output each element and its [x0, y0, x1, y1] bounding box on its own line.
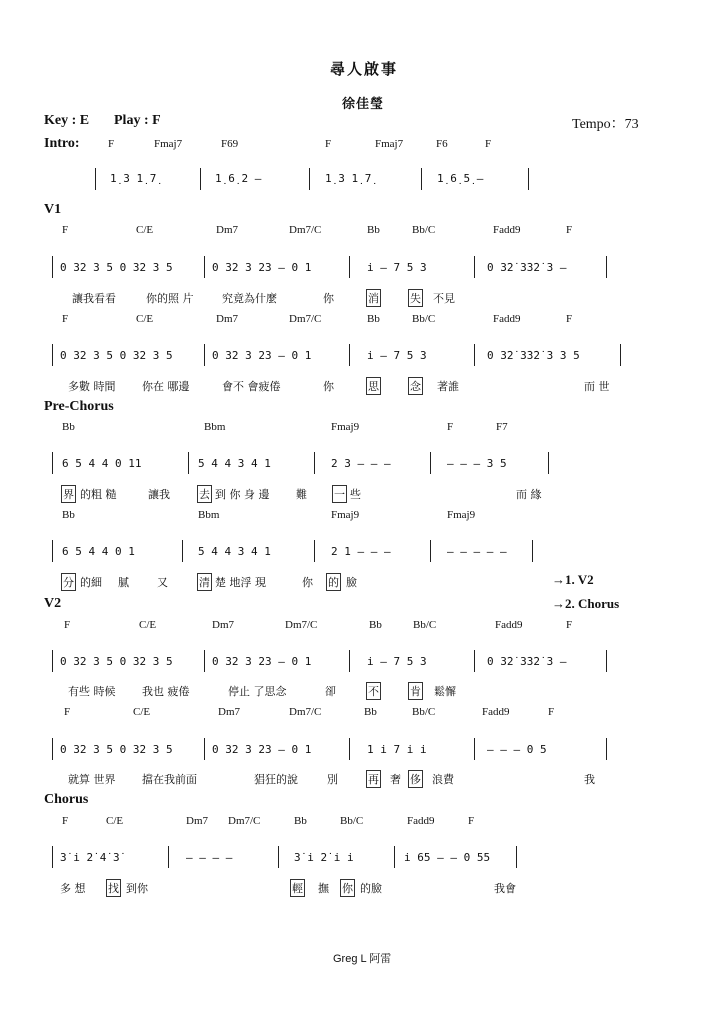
chord: Bb — [62, 421, 75, 433]
chord: Dm7 — [216, 313, 238, 325]
key-label: Key : E — [44, 113, 90, 128]
chord: F — [548, 706, 555, 718]
chord: C/E — [133, 706, 151, 718]
chord: C/E — [136, 313, 154, 325]
lyric: 的臉 — [360, 882, 382, 895]
artist-name: 徐佳瑩 — [342, 97, 385, 112]
chord: Fmaj9 — [447, 509, 476, 521]
lyric-boxed: 分 — [61, 573, 76, 591]
section-label-v2: V2 — [44, 596, 62, 611]
measure: 1̣ 6̣ 5̣ – — [437, 172, 484, 185]
lyric-boxed: 一 — [332, 485, 347, 503]
lyric: 著誰 — [437, 380, 459, 393]
measure: 0 32 3 23 – 0 1 — [212, 261, 312, 274]
chord: F — [566, 619, 573, 631]
lyric: 你 — [323, 380, 334, 393]
lyric: 卻 — [325, 685, 336, 698]
lyric: 別 — [327, 773, 338, 786]
measure: 0 3̇2̇ 3̇3̇2̇ 3 3 5 — [487, 349, 580, 362]
measure: 1 i 7 i i — [367, 743, 427, 756]
chord: Bb/C — [413, 619, 437, 631]
lyric: 讓我 — [148, 488, 170, 501]
chord: Fmaj9 — [331, 421, 360, 433]
measure: 0 3̇2̇ 3̇3̇2̇ 3 – — [487, 261, 567, 274]
lyric-boxed: 界 — [61, 485, 76, 503]
lyric: 你的照 片 — [146, 292, 194, 305]
section-label-pre-chorus: Pre-Chorus — [44, 399, 114, 414]
measure: 2 1 – – – — [331, 545, 391, 558]
measure: i – 7 5 3 — [367, 655, 427, 668]
chord: Fadd9 — [482, 706, 510, 718]
lyric-boxed: 消 — [366, 289, 381, 307]
lyric: 你 — [302, 576, 313, 589]
lyric: 究竟為什麼 — [222, 292, 277, 305]
chord: Bb — [367, 224, 380, 236]
measure: 2 3 – – – — [331, 457, 391, 470]
lyric-boxed: 的 — [326, 573, 341, 591]
chord: Dm7 — [216, 224, 238, 236]
chord: Fadd9 — [495, 619, 523, 631]
lyric: 擋在我前面 — [142, 773, 197, 786]
lyric-boxed: 去 — [197, 485, 212, 503]
lyric-boxed: 找 — [106, 879, 121, 897]
lyric: 讓我看看 — [72, 292, 116, 305]
lyric: 你在 哪邊 — [142, 380, 190, 393]
measure: – – – 3 5 — [447, 457, 507, 470]
chord: F7 — [496, 421, 508, 433]
measure: 0 32 3 5 0 32 3 5 — [60, 655, 173, 668]
chord: F — [62, 313, 69, 325]
measure: – – – – – — [447, 545, 507, 558]
lyric: 猖狂的說 — [254, 773, 298, 786]
chord: F69 — [221, 138, 239, 150]
measure: i 65 – – 0 55 — [404, 851, 491, 864]
chord: Fmaj7 — [154, 138, 183, 150]
lyric: 就算 世界 — [68, 773, 116, 786]
chord: Bbm — [204, 421, 226, 433]
measure: 0 32 3 23 – 0 1 — [212, 743, 312, 756]
lyric: 些 — [350, 488, 361, 501]
lyric: 臉 — [346, 576, 357, 589]
lyric: 停止 了思念 — [228, 685, 287, 698]
chord: Bb — [364, 706, 377, 718]
measure: 0 32 3 5 0 32 3 5 — [60, 349, 173, 362]
chord: F — [566, 224, 573, 236]
lyric-boxed: 再 — [366, 770, 381, 788]
lyric: 我也 疲倦 — [142, 685, 190, 698]
chord: Dm7/C — [289, 313, 322, 325]
chord: Bb/C — [412, 224, 436, 236]
measure: 0 32 3 5 0 32 3 5 — [60, 743, 173, 756]
chord: C/E — [136, 224, 154, 236]
measure: i – 7 5 3 — [367, 349, 427, 362]
chord: F — [62, 815, 69, 827]
lyric: 有些 時候 — [68, 685, 116, 698]
section-label-v1: V1 — [44, 202, 62, 217]
chord: Bb — [367, 313, 380, 325]
song-title: 尋人啟事 — [330, 60, 399, 78]
section-label-chorus: Chorus — [44, 792, 89, 807]
lyric: 多數 時間 — [68, 380, 116, 393]
chord: F — [325, 138, 332, 150]
nav-to-v2: →1. V2 — [552, 572, 594, 587]
tempo-label: Tempo：73 — [572, 117, 639, 132]
chord: Fadd9 — [407, 815, 435, 827]
lyric: 鬆懈 — [434, 685, 456, 698]
lyric: 我會 — [494, 882, 516, 895]
chord: Dm7/C — [289, 224, 322, 236]
chord: C/E — [139, 619, 157, 631]
lyric: 我 — [584, 773, 595, 786]
play-label: Play : F — [114, 113, 161, 128]
lyric-boxed: 思 — [366, 377, 381, 395]
chord: F — [108, 138, 115, 150]
chord: C/E — [106, 815, 124, 827]
chord: Fadd9 — [493, 224, 521, 236]
chord: F — [64, 619, 71, 631]
chord: F — [485, 138, 492, 150]
measure: 1̣ 3 1̣ 7̣ — [325, 172, 372, 185]
chord: F — [64, 706, 71, 718]
chord: Bb — [62, 509, 75, 521]
chord: Bb/C — [412, 313, 436, 325]
chord: Fmaj9 — [331, 509, 360, 521]
chord: F6 — [436, 138, 448, 150]
chord: Bbm — [198, 509, 220, 521]
lyric: 到你 — [126, 882, 148, 895]
measure: 0 32 3 23 – 0 1 — [212, 655, 312, 668]
lyric: 會不 會疲倦 — [222, 380, 281, 393]
chord: Dm7 — [212, 619, 234, 631]
chord: F — [566, 313, 573, 325]
measure: – – – 0 5 — [487, 743, 547, 756]
lyric: 多 想 — [60, 882, 86, 895]
measure: 6 5 4 4 0 11 — [62, 457, 142, 470]
lyric-boxed: 失 — [408, 289, 423, 307]
lyric: 而 世 — [584, 380, 610, 393]
chord: Dm7/C — [228, 815, 261, 827]
measure: 3̇ i 2̇ i i — [294, 851, 354, 864]
lyric: 膩 — [118, 576, 129, 589]
lyric: 奢 — [390, 773, 401, 786]
chord: Dm7 — [218, 706, 240, 718]
chord: Fmaj7 — [375, 138, 404, 150]
lyric: 不見 — [433, 292, 455, 305]
footer-credit: Greg L 阿雷 — [333, 953, 392, 965]
chord: F — [62, 224, 69, 236]
lyric: 浪費 — [432, 773, 454, 786]
lyric-boxed: 清 — [197, 573, 212, 591]
measure: i – 7 5 3 — [367, 261, 427, 274]
chord: Dm7 — [186, 815, 208, 827]
chord: Dm7/C — [285, 619, 318, 631]
measure: 1̣ 6̣ 2 – — [215, 172, 262, 185]
measure: 1̣ 3 1̣ 7̣ — [110, 172, 157, 185]
lyric-boxed: 不 — [366, 682, 381, 700]
section-label-intro: Intro: — [44, 136, 80, 151]
chord: Fadd9 — [493, 313, 521, 325]
measure: 5 4 4 3 4 1 — [198, 457, 271, 470]
lyric-boxed: 侈 — [408, 770, 423, 788]
lyric: 而 緣 — [516, 488, 542, 501]
lyric: 撫 — [318, 882, 329, 895]
measure: 0 32 3 5 0 32 3 5 — [60, 261, 173, 274]
chord: Bb/C — [340, 815, 364, 827]
chord: Bb — [294, 815, 307, 827]
measure: 0 3̇2̇ 3̇3̇2̇ 3 – — [487, 655, 567, 668]
nav-to-chorus: →2. Chorus — [552, 596, 620, 611]
lyric: 的細 — [80, 576, 102, 589]
chord: Dm7/C — [289, 706, 322, 718]
measure: 6 5 4 4 0 1 — [62, 545, 135, 558]
chord: Bb/C — [412, 706, 436, 718]
lyric-boxed: 念 — [408, 377, 423, 395]
chord: Bb — [369, 619, 382, 631]
chord: F — [468, 815, 475, 827]
measure: – – – – — [186, 851, 233, 864]
lyric-boxed: 肯 — [408, 682, 423, 700]
lyric: 你 — [323, 292, 334, 305]
lyric: 難 — [296, 488, 307, 501]
lyric: 的粗 糙 — [80, 488, 117, 501]
lyric: 又 — [157, 576, 168, 589]
lyric: 楚 地浮 現 — [215, 576, 266, 589]
chord: F — [447, 421, 454, 433]
lyric-boxed: 輕 — [290, 879, 305, 897]
measure: 0 32 3 23 – 0 1 — [212, 349, 312, 362]
measure: 3̇ i 2̇ 4̇ 3̇ — [60, 851, 120, 864]
measure: 5 4 4 3 4 1 — [198, 545, 271, 558]
lyric: 到 你 身 邊 — [215, 488, 270, 501]
lyric-boxed: 你 — [340, 879, 355, 897]
